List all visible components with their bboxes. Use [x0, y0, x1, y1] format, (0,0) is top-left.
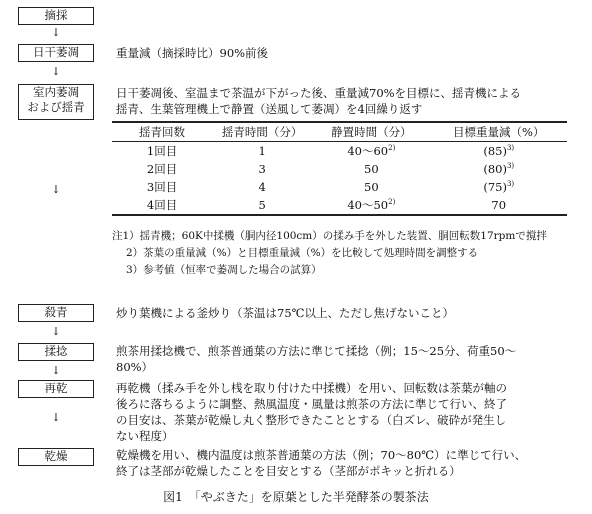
table-header-row	[112, 122, 567, 142]
step-redry-desc-4: ない程度）	[116, 429, 174, 443]
cell-round: 1回目	[146, 144, 178, 158]
table-row	[112, 160, 567, 178]
arrow-down-icon: ↓	[51, 364, 61, 377]
cell-target: $(75)^{3)}$	[483, 180, 515, 194]
step-rolling-desc-1: 煎茶用揉捻機で、煎茶普通葉の方法に準じて揉捻（例；15～25分、荷重50～	[116, 344, 517, 358]
step-withering-box	[18, 44, 94, 62]
step-dry-label: 乾燥	[44, 449, 68, 463]
step-kill-desc: 炒り葉機による釜炒り（茶温は75℃以上、ただし焦げないこと）	[116, 306, 454, 320]
cell-target: 70	[430, 196, 567, 215]
step-redry-label: 再乾	[44, 381, 68, 395]
table-row	[112, 178, 567, 196]
arrow-down-icon: ↓	[51, 411, 61, 424]
shaking-table	[112, 121, 567, 216]
cell-round: 2回目	[146, 162, 178, 176]
step-kill-box	[18, 304, 94, 322]
cell-round: 4回目	[112, 196, 212, 215]
cell-rest: 40～60$^{2)}$	[347, 144, 396, 158]
cell-rest: 50	[364, 180, 379, 194]
step-kill-label: 殺青	[44, 305, 68, 319]
table-row	[112, 196, 567, 215]
step-indoor-box	[18, 84, 94, 120]
note-1: 注1）揺青機；60K中揉機（胴内径100cm）の揉み手を外した装置、胴回転数17rpmで撹拌	[112, 230, 547, 242]
col-target-header: 目標重量減（%）	[430, 122, 567, 142]
step-withering-desc: 重量減（摘採時比）90%前後	[116, 46, 269, 60]
step-redry-desc-1: 再乾機（揉み手を外し桟を取り付けた中揉機）を用い、回転数は茶葉が軸の	[116, 381, 507, 395]
cell-shake: 1	[258, 144, 266, 158]
arrow-down-icon: ↓	[51, 65, 61, 78]
cell-shake: 4	[258, 180, 266, 194]
cell-shake: 3	[258, 162, 266, 176]
cell-rest: 40～50$^{2)}$	[312, 196, 430, 215]
cell-target: $(85)^{3)}$	[483, 144, 515, 158]
col-shake-header: 揺青時間（分）	[212, 122, 312, 142]
step-indoor-label-1: 室内萎凋	[33, 85, 79, 99]
figure-caption: 図1 「やぶきた」を原葉とした半発酵茶の製茶法	[163, 490, 429, 504]
step-indoor-label-2: および揺青	[27, 100, 85, 114]
step-redry-box	[18, 380, 94, 398]
step-indoor-desc-2: 揺青、生葉管理機上で静置（送風して萎凋）を4回繰り返す	[116, 102, 423, 116]
cell-round: 3回目	[146, 180, 178, 194]
col-rest-header: 静置時間（分）	[312, 122, 430, 142]
arrow-down-icon: ↓	[51, 325, 61, 338]
col-round-header: 揺青回数	[112, 122, 212, 142]
step-dry-box	[18, 448, 94, 466]
step-plucking-label: 摘採	[44, 8, 68, 22]
step-dry-desc-1: 乾燥機を用い、機内温度は煎茶普通葉の方法（例；70～80℃）に準じて行い、	[116, 448, 527, 462]
step-rolling-label: 揉捻	[44, 344, 68, 358]
arrow-down-icon: ↓	[51, 26, 61, 39]
arrow-down-icon: ↓	[51, 183, 61, 196]
cell-shake: 5	[212, 196, 312, 215]
step-indoor-desc-1: 日干萎凋後、室温まで茶温が下がった後、重量減70%を目標に、揺青機による	[116, 86, 522, 100]
step-dry-desc-2: 終了は茎部が乾燥したことを目安とする（茎部がポキッと折れる）	[116, 464, 461, 478]
step-plucking-box	[18, 7, 94, 25]
step-redry-desc-3: の目安は、茶葉が乾燥し丸く整形できたこととする（白ズレ、破砕が発生し	[116, 413, 507, 427]
table-row	[112, 142, 567, 161]
step-redry-desc-2: 後ろに落ちるように調整、熱風温度・風量は煎茶の方法に準じて行い、終了	[116, 397, 507, 411]
cell-target: $(80)^{3)}$	[483, 162, 515, 176]
step-rolling-box	[18, 343, 94, 361]
cell-rest: 50	[364, 162, 379, 176]
step-withering-label: 日干萎凋	[33, 45, 79, 59]
note-3: 3）参考値（恒率で萎凋した場合の試算）	[126, 264, 322, 276]
step-rolling-desc-2: 80%）	[116, 360, 154, 374]
note-2: 2）茶葉の重量減（%）と目標重量減（%）を比較して処理時間を調整する	[126, 247, 479, 259]
